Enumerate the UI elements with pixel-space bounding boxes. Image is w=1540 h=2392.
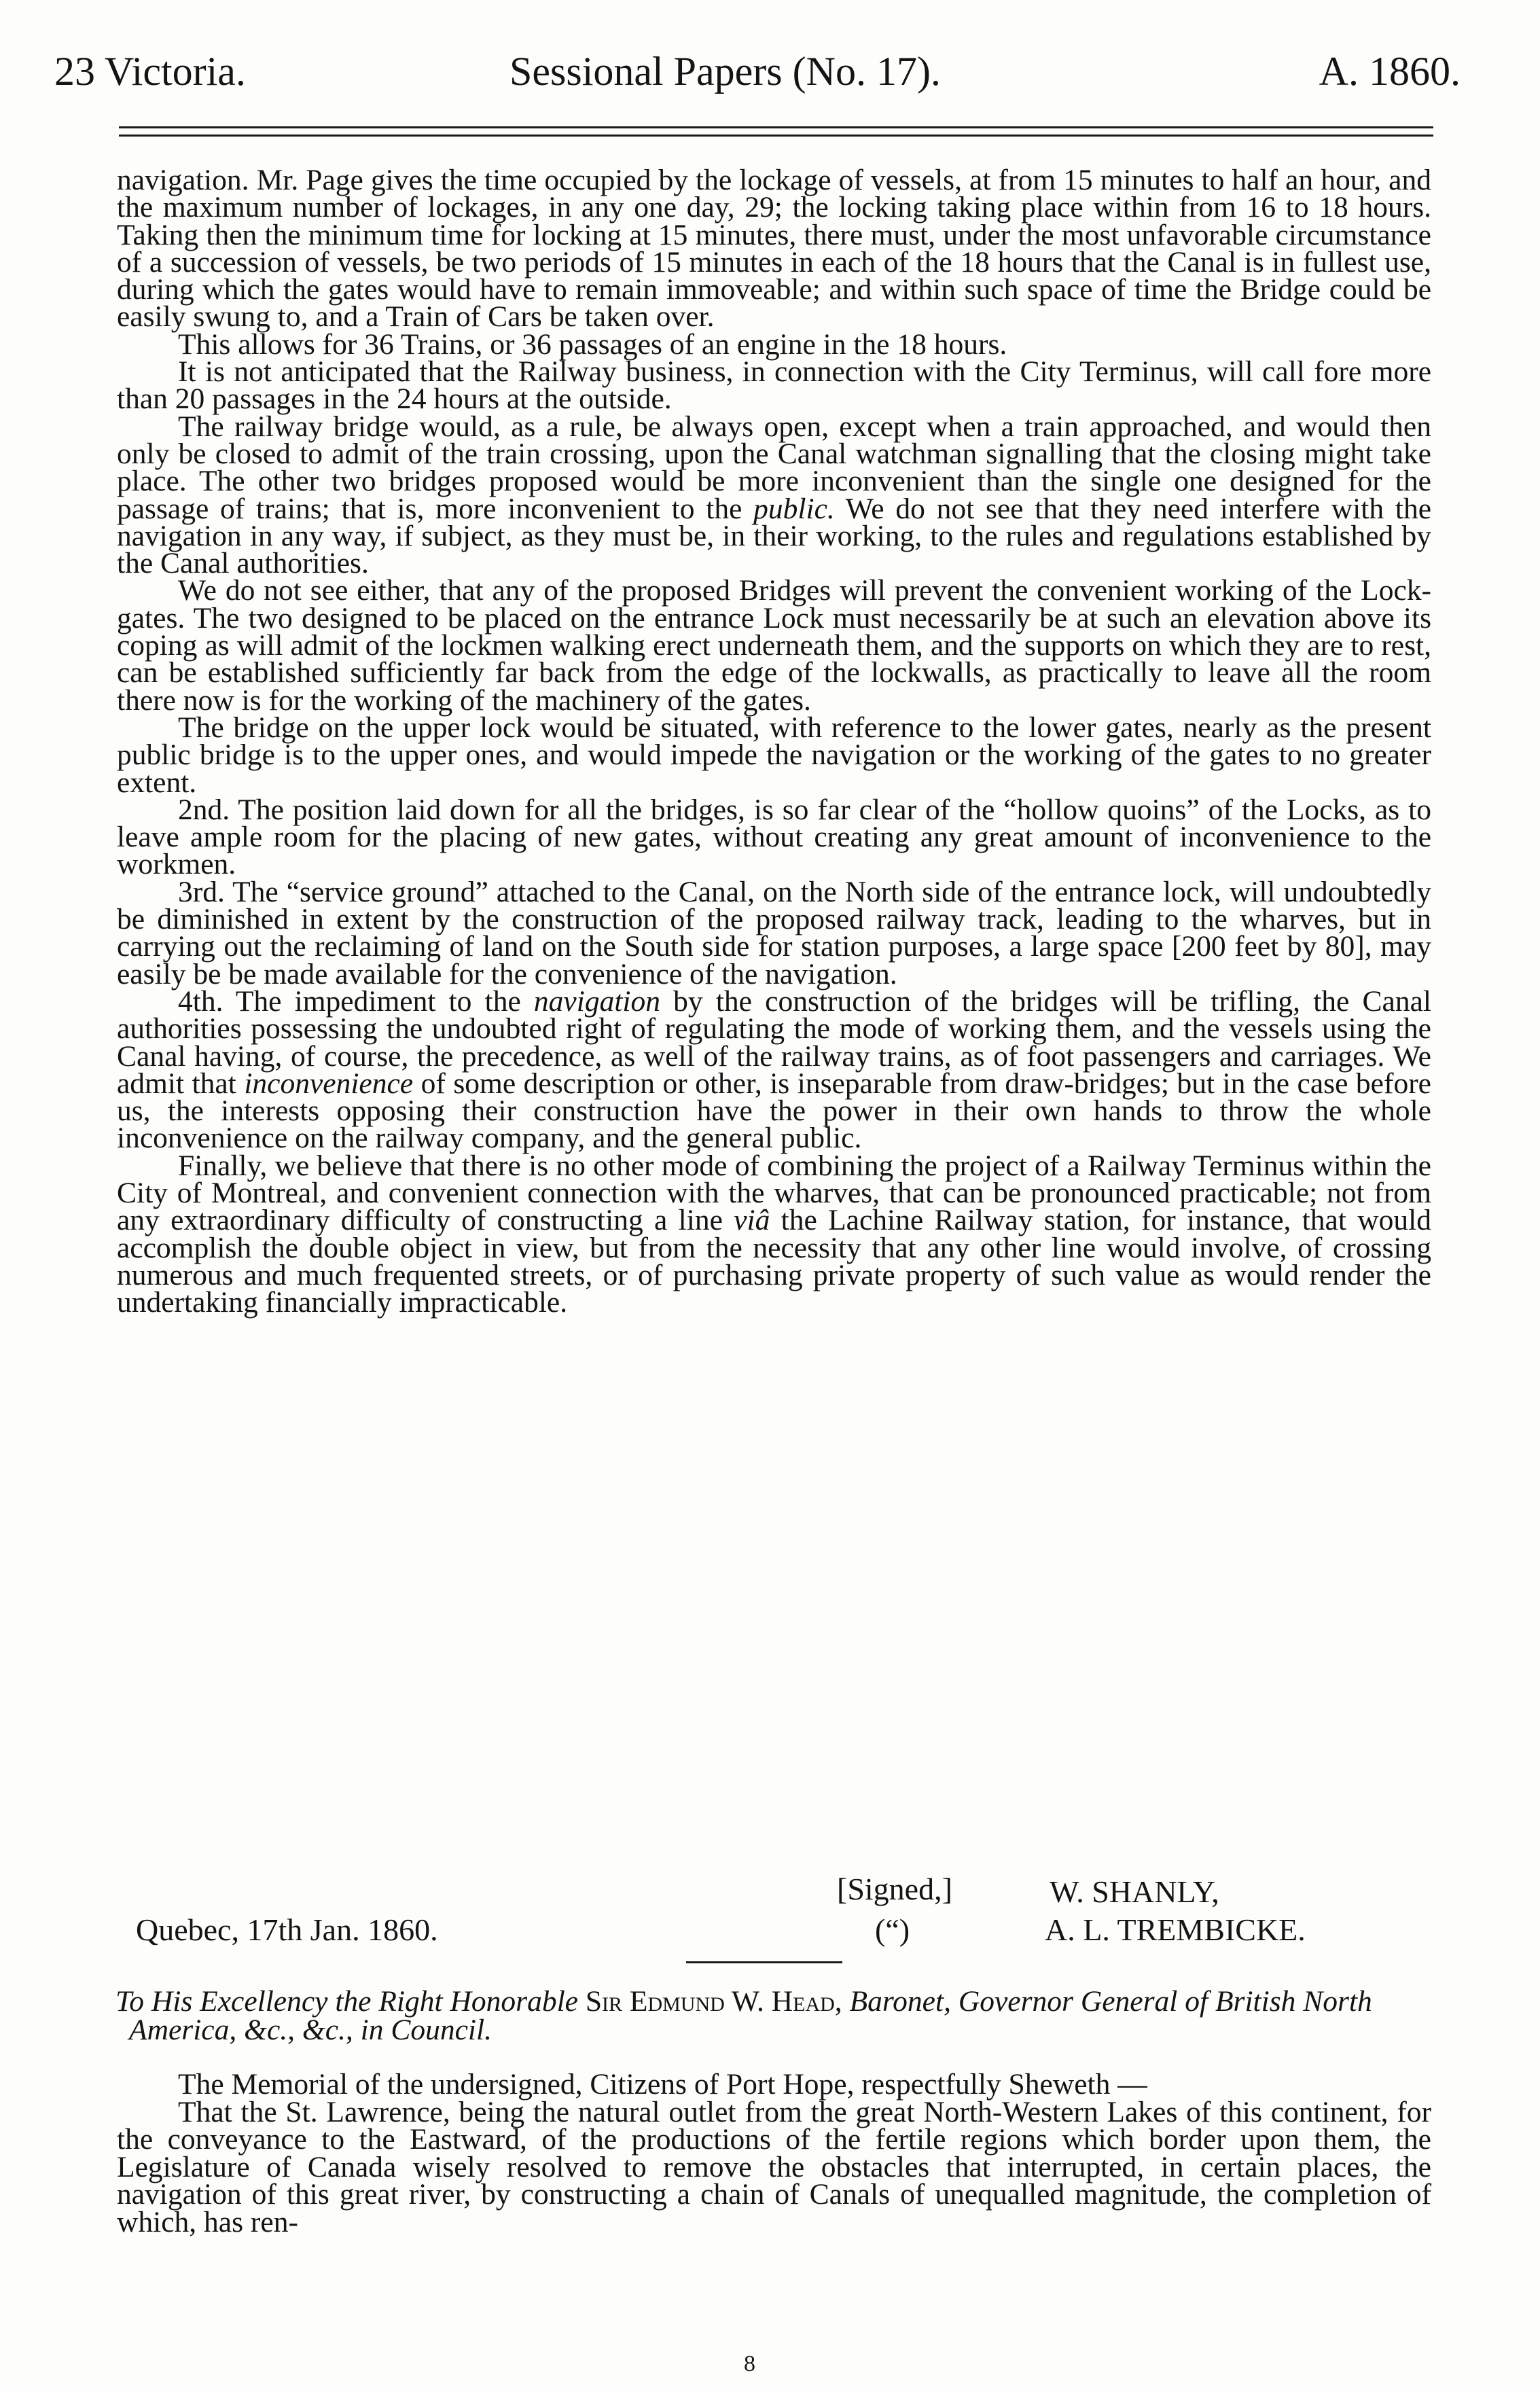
paragraph [117,1149,1431,1319]
italic-text: public. [753,492,835,525]
ditto-mark: (“) [875,1912,910,1947]
memorial-address [115,1987,1444,2044]
paragraph: navigation. Mr. Page gives the time occupied by the lockage of vessels, at from 15 minutes to half an hour, and the maximum number of lockages, in any one day, 29; the locking taking place within from 16 to 18 hours. Taking then the minimum time for locking at 15 minutes, there must, under the most unfavorable circumstance of a succession of vessels, be two periods of 15 minutes in each of the 18 hours that the Canal is in fullest use, during which the gates would have to remain immoveable; and within such space of time the Bridge could be easily swung to, and a Train of Cars be taken over. [117,164,1431,334]
header-title: Sessional Papers (No. 17). [509,49,941,94]
text-run: We do not see that they need interfere with the navigation in any way, if subject, as they must be, in their working, to the rules and regulations established by the Canal authorities. [117,492,1431,580]
text-run: The railway bridge would, as a rule, be always open, except when a train approached, and would then only be closed to admit of the train crossing, upon the Canal watchman signalling that the closing might take place. The other two bridges proposed would be more inconvenient than the single one designed for the passage of trains; that is, more inconvenient to the [117,410,1431,525]
signatory-name: W. SHANLY, [1050,1874,1219,1909]
text-run: by the construction of the bridges will be trifling, the Canal authorities possessing the undoubted right of regulating the mode of working them, and the vessels using the Canal having, of course, the precedence, as well of the railway trains, as of foot passengers and carriages. We admit that [117,984,1431,1100]
header-year: A. 1860. [1319,49,1461,94]
header-double-rule [119,126,1433,137]
text-run: of some description or other, is inseparable from draw-bridges; but in the case before us, the interests opposing their construction have the power in their own hands to throw the whole inconvenience on the railway company, and the general public. [117,1067,1431,1155]
paragraph [117,410,1431,580]
paragraph: It is not anticipated that the Railway business, in connection with the City Terminus, will call fore more than 20 passages in the 24 hours at the outside. [117,355,1431,416]
signed-mark: [Signed,] [837,1872,952,1906]
text-run: the Lachine Railway station, for instance, that would accomplish the double object in view, but from the necessity that any other line would involve, of crossing numerous and much frequented streets, or of purchasing private property of such value as would render the undertaking financially impracticable. [117,1204,1431,1319]
signatory-name: A. L. TREMBICKE. [1045,1912,1306,1947]
place-date: Quebec, 17th Jan. 1860. [136,1912,438,1947]
italic-text: navigation [533,984,660,1018]
running-head [54,48,1461,95]
paragraph: The Memorial of the undersigned, Citizens of Port Hope, respectfully Sheweth — [178,2068,1147,2101]
paragraph: This allows for 36 Trains, or 36 passages of an engine in the 18 hours. [178,327,1007,361]
text-run: Finally, we believe that there is no other mode of combining the project of a Railway Terminus within the City of Montreal, and convenient connection with the wharves, that can be pronounced practicable; not from any extraordinary difficulty of constructing a line [117,1149,1431,1237]
text-run: Baronet, Governor General of British North America, &c., &c., in Council. [129,1985,1372,2046]
italic-text: viâ [734,1204,770,1237]
paragraph: 2nd. The position laid down for all the bridges, is so far clear of the “hollow quoins” of the Locks, as to leave ample room for the placing of new gates, without creating any great amount of inconvenience to the workmen. [117,793,1431,881]
addressee-name: Sir Edmund W. Head, [585,1985,842,2018]
text-run: To His Excellency the Right Honorable [115,1985,586,2018]
memorial-body [117,2068,1431,2238]
paragraph: That the St. Lawrence, being the natural outlet from the great North-Western Lakes of this continent, for the conveyance to the Eastward, of the productions of the fertile regions which border upon them, the Legislature of Canada wisely resolved to remove the obstacles that interrupted, in certain places, the navigation of this great river, by constructing a chain of Canals of unequalled magnitude, the completion of which, has ren- [117,2095,1431,2238]
text-run: 4th. The impediment to the [178,984,534,1018]
italic-text: inconvenience [244,1067,414,1100]
section-rule [686,1961,842,1963]
paragraph: We do not see either, that any of the proposed Bridges will prevent the convenient working of the Lock-gates. The two designed to be placed on the entrance Lock must necessarily be at such an elevation above its coping as will admit of the lockmen walking erect underneath them, and the supports on which they are to rest, can be established sufficiently far back from the edge of the lockwalls, as practically to leave all the room there now is for the working of the machinery of the gates. [117,574,1431,717]
report-body [117,164,1431,1319]
header-volume: 23 Victoria. [54,49,246,94]
paragraph [117,984,1431,1155]
paragraph: 3rd. The “service ground” attached to the Canal, on the North side of the entrance lock, will undoubtedly be diminished in extent by the construction of the proposed railway track, leading to the wharves, but in carrying out the reclaiming of land on the South side for station purposes, a large space [200 feet by 80], may easily be be made available for the convenience of the navigation. [117,875,1431,990]
page-number: 8 [744,2351,755,2376]
paragraph: The bridge on the upper lock would be situated, with reference to the lower gates, nearly as the present public bridge is to the upper ones, and would impede the navigation or the working of the gates to no greater extent. [117,711,1431,799]
